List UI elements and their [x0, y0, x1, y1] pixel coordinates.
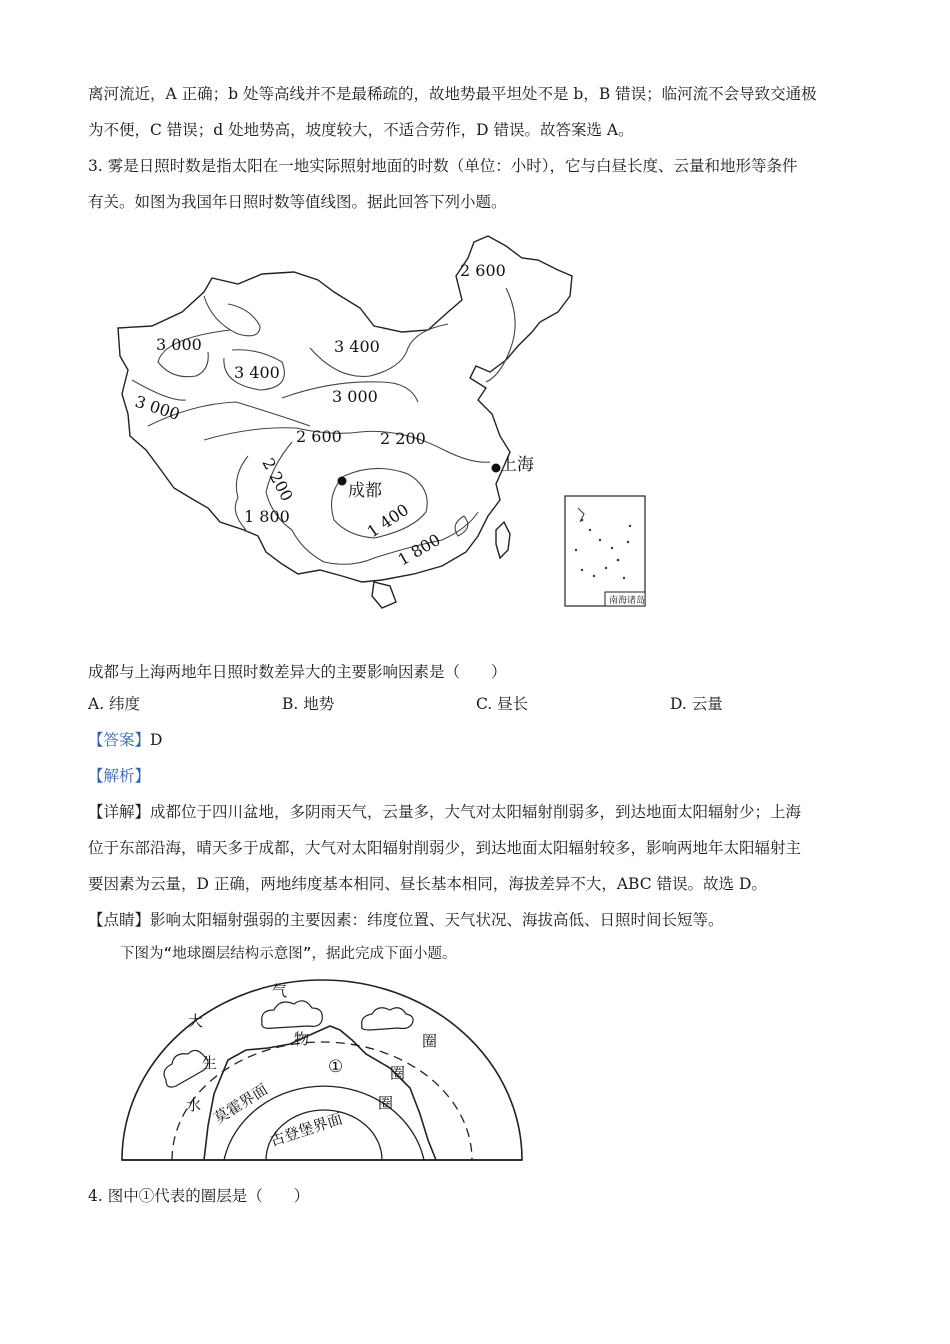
option-b[interactable]: B. 地势 [282, 695, 335, 713]
inset-label: 南海诸岛 [609, 596, 646, 606]
q3-text-line-1: 3. 雾是日照时数是指太阳在一地实际照射地面的时数（单位：小时），它与白昼长度、云量和地形等条件 [88, 157, 798, 175]
biosphere-char-2: 物 [294, 1030, 310, 1048]
q4-intro: 下图为“地球圈层结构示意图”，据此完成下面小题。 [120, 946, 457, 962]
chengdu-dot [338, 477, 347, 486]
answer-value: D [150, 731, 163, 749]
answer-tag: 【答案】 [88, 731, 151, 749]
cloud-icon-right [362, 1008, 413, 1030]
hydrosphere-char-1: 水 [186, 1096, 202, 1114]
crust-surface-line [204, 1026, 436, 1160]
tip-line [88, 908, 724, 930]
biosphere-char-3: 圈 [390, 1064, 406, 1082]
isoline-label-2600-central: 2 600 [296, 427, 342, 446]
isoline-label-1400: 1 400 [363, 499, 413, 542]
q3-stem: 成都与上海两地年日照时数差异大的主要影响因素是（ ） [88, 663, 507, 681]
isoline-label-2200-southwest: 2 200 [258, 454, 297, 505]
option-c[interactable]: C. 昼长 [476, 695, 529, 713]
detail-tag: 【详解】 [88, 803, 151, 821]
prev-line-1: 离河流近，A 正确；b 处等高线并不是最稀疏的，故地势最平坦处不是 b，B 错误；临河流不会导致交通极 [88, 85, 817, 103]
isoline-label-3400-north: 3 400 [334, 337, 380, 356]
shanghai-label: 上海 [500, 455, 534, 475]
gutenberg-label: 古登堡界面 [267, 1109, 345, 1150]
atmosphere-char-3: 圈 [422, 1032, 438, 1050]
isoline-label-3400-west: 3 400 [234, 363, 280, 382]
chengdu-label: 成都 [348, 481, 382, 501]
isoline-label-3000-central: 3 000 [332, 387, 378, 406]
isoline-label-3000-northwest: 3 000 [156, 335, 202, 354]
cloud-icon-top [262, 1001, 323, 1029]
south-china-sea-inset [565, 496, 645, 606]
atmosphere-char-1: 大 [188, 1012, 204, 1030]
isoline-label-2600-ne: 2 600 [460, 261, 506, 280]
detail-line-3: 要因素为云量，D 正确，两地纬度基本相同、昼长基本相同，海拔差异不大，ABC 错误。故选 D。 [88, 875, 767, 893]
biosphere-char-1: 生 [202, 1054, 218, 1072]
detail-line-2: 位于东部沿海，晴天多于成都，大气对太阳辐射削弱少，到达地面太阳辐射较多，影响两地年太阳辐射主 [88, 839, 802, 857]
layer-marker-1: ① [328, 1057, 344, 1077]
sunshine-hours-map [112, 230, 652, 612]
detail-line-1 [88, 800, 801, 822]
q4-stem: 4. 图中①代表的圈层是（ ） [88, 1187, 310, 1205]
tip-text: 影响太阳辐射强弱的主要因素：纬度位置、天气状况、海拔高低、日照时间长短等。 [150, 911, 724, 929]
hydrosphere-char-2: 圈 [378, 1094, 394, 1112]
isoline-label-1800-southwest: 1 800 [244, 507, 290, 526]
moho-label: 莫霍界面 [210, 1080, 272, 1128]
detail-text-1: 成都位于四川盆地，多阴雨天气，云量多，大气对太阳辐射削弱多，到达地面太阳辐射少；上海 [150, 803, 802, 821]
prev-line-2: 为不便，C 错误；d 处地势高，坡度较大，不适合劳作，D 错误。故答案选 A。 [88, 121, 634, 139]
answer-line [88, 728, 162, 750]
isoline-labels [133, 261, 506, 569]
earth-spheres-diagram [116, 976, 526, 1166]
option-a[interactable]: A. 纬度 [88, 695, 141, 713]
isoline-label-2200-east: 2 200 [380, 429, 426, 448]
china-outline [118, 236, 572, 608]
tip-tag: 【点睛】 [88, 911, 151, 929]
isoline-label-1800-south: 1 800 [394, 530, 444, 570]
option-d[interactable]: D. 云量 [670, 695, 723, 713]
q3-text-line-2: 有关。如图为我国年日照时数等值线图。据此回答下列小题。 [88, 193, 507, 211]
atmosphere-char-2: 气 [272, 982, 288, 1000]
isoline-label-3000-west: 3 000 [132, 391, 183, 424]
analysis-tag: 【解析】 [88, 767, 151, 785]
